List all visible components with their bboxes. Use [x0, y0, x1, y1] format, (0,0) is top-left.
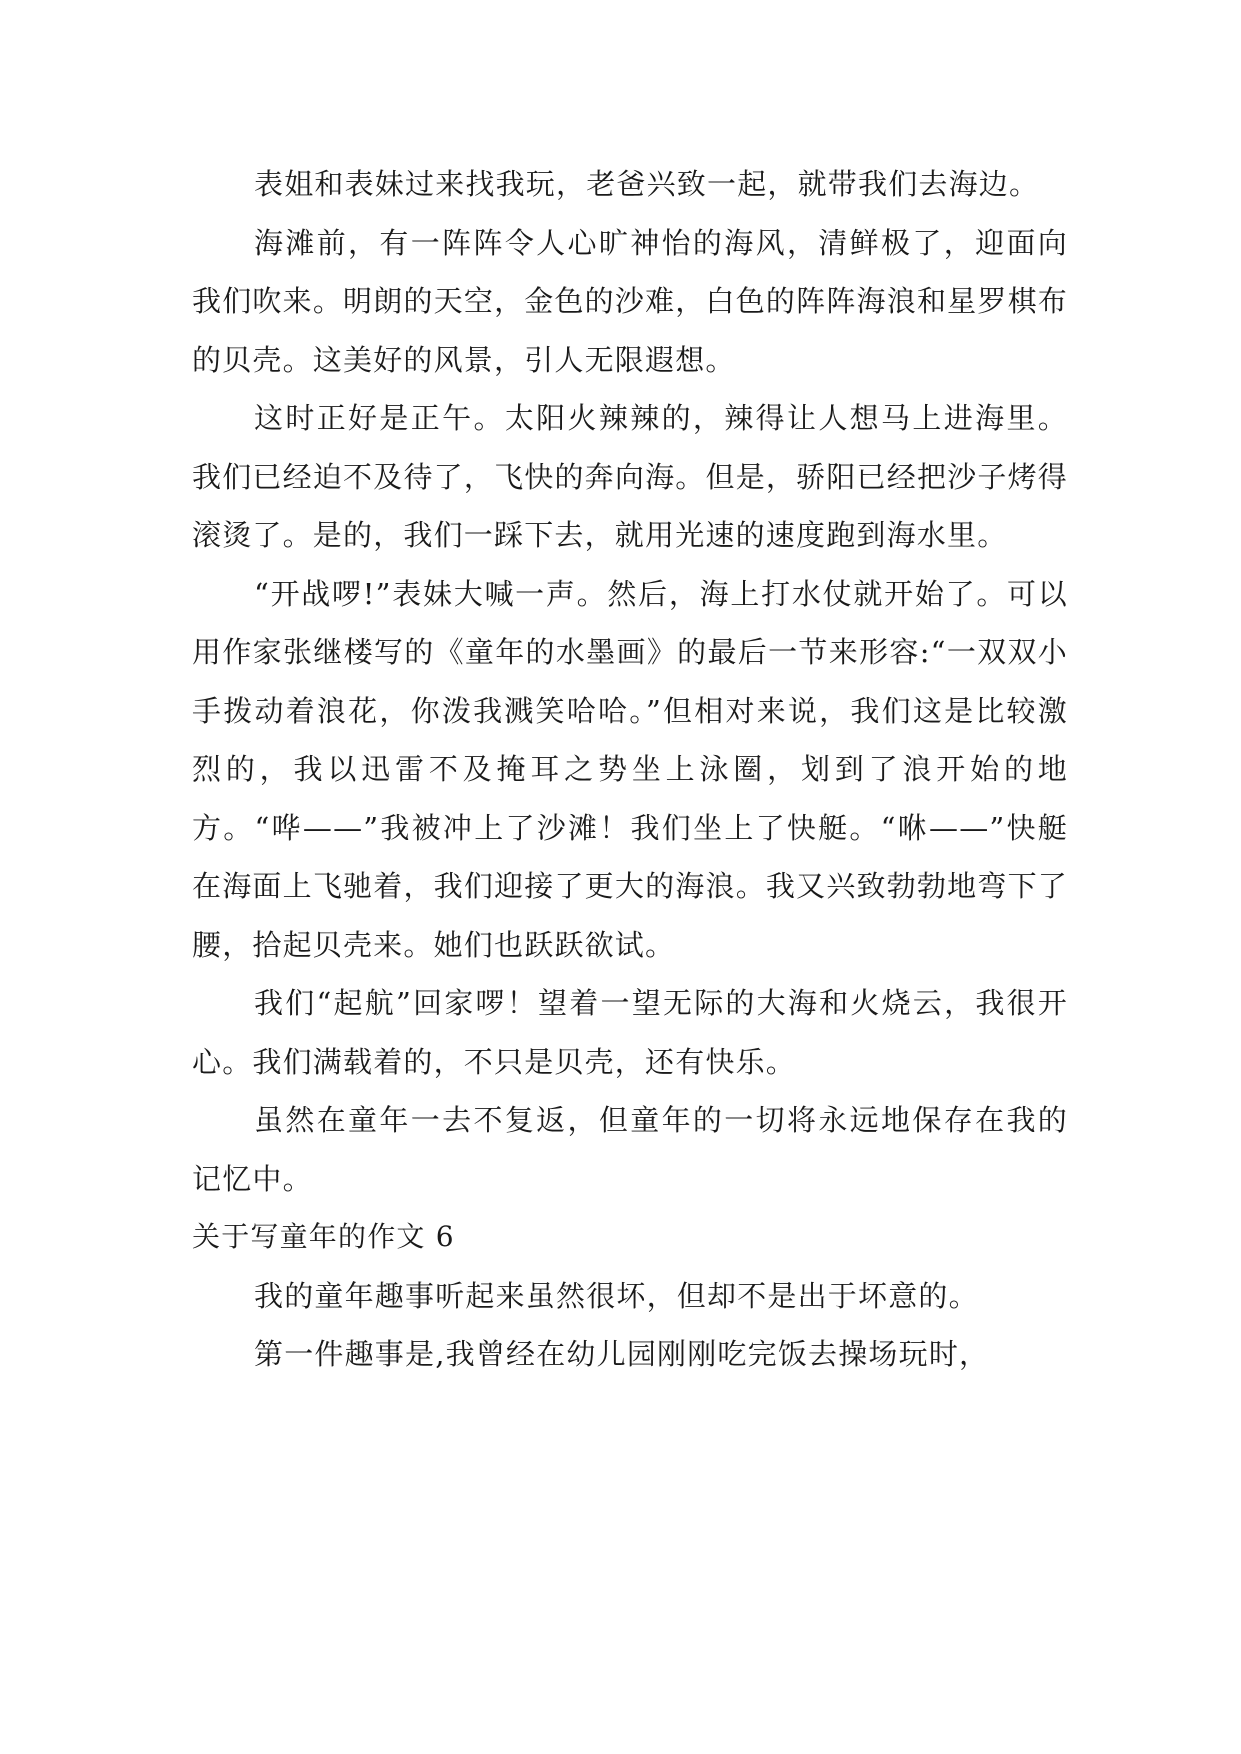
paragraph-sea-breeze: 海滩前，有一阵阵令人心旷神怡的海风，清鲜极了，迎面向我们吹来。明朗的天空，金色的沙难，白色的阵阵海浪和星罗棋布的贝壳。这美好的风景，引人无限遐想。	[192, 225, 1068, 377]
paragraph-first-story: 第一件趣事是,我曾经在幼儿园刚刚吃完饭去操场玩时，	[254, 1337, 990, 1371]
paragraph-going-home: 我们“起航”回家啰！望着一望无际的大海和火烧云，我很开心。我们满载着的，不只是贝壳，还有快乐。	[192, 986, 1068, 1079]
paragraph-water-fight: “开战啰!”表妹大喊一声。然后，海上打水仗就开始了。可以用作家张继楼写的《童年的水墨画》的最后一节来形容:“一双双小手拨动着浪花，你泼我溅笑哈哈。”但相对来说，我们这是比较激烈的，我以迅雷不及掩耳之势坐上泳圈，划到了浪开始的地方。“哗——”我被冲上了沙滩！我们坐上了快艇。“咻——”快艇在海面上飞驰着，我们迎接了更大的海浪。我又兴致勃勃地弯下了腰，拾起贝壳来。她们也跃跃欲试。	[192, 576, 1068, 962]
paragraph-noon: 这时正好是正午。太阳火辣辣的，辣得让人想马上进海里。我们已经迫不及待了，飞快的奔向海。但是，骄阳已经把沙子烤得滚烫了。是的，我们一踩下去，就用光速的速度跑到海水里。	[192, 401, 1068, 552]
document-body	[192, 155, 1068, 1384]
paragraph-memory: 虽然在童年一去不复返，但童年的一切将永远地保存在我的记忆中。	[192, 1103, 1068, 1196]
section-title: 关于写童年的作文 6	[192, 1220, 455, 1253]
paragraph-childhood-fun: 我的童年趣事听起来虽然很坏，但却不是出于坏意的。	[254, 1278, 979, 1313]
paragraph-beach-trip: 表姐和表妹过来找我玩，老爸兴致一起，就带我们去海边。	[254, 167, 1040, 201]
